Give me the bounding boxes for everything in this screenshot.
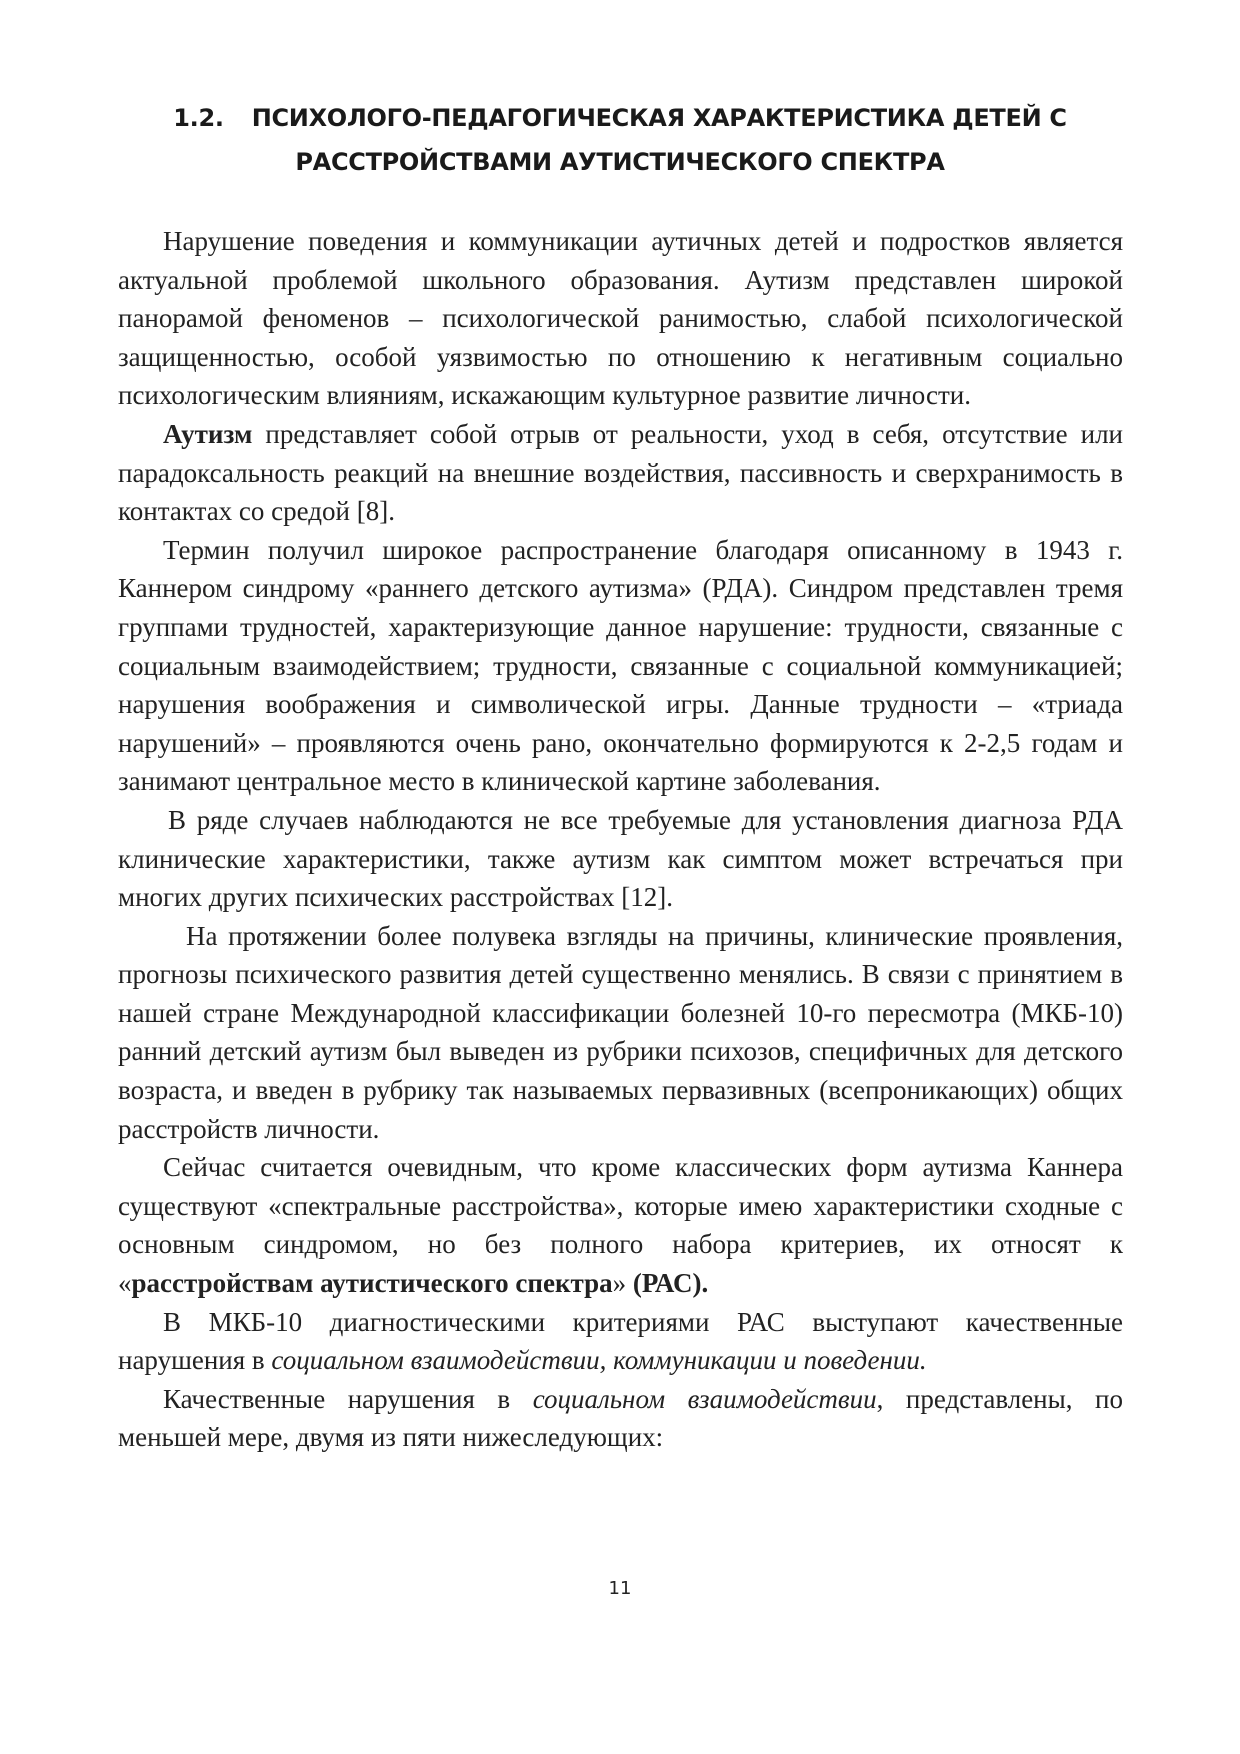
paragraph-4: В ряде случаев наблюдаются не все требуемые для установления диагноза РДА клинические характеристики, также аутизм как симптом может встречаться при многих других психических расстройствах [12].: [118, 804, 1123, 913]
heading-line-1: [120, 96, 1120, 140]
paragraph-8-text-1: Качественные нарушения в: [163, 1383, 533, 1414]
term-autism: Аутизм: [163, 418, 253, 449]
paragraph-8-text-2: , представлены, по меньшей мере, двумя из пяти нижеследующих:: [118, 1383, 1123, 1453]
paragraph-3: Термин получил широкое распространение благодаря описанному в 1943 г. Каннером синдрому «раннего детского аутизма» (РДА). Синдром представлен тремя группами трудностей, характеризующие данное нарушение: трудности, связанные с социальным взаимодействием; трудности, связанные с социальной коммуникацией; нарушения воображения и символической игры. Данные трудности – «триада нарушений» – проявляются очень рано, окончательно формируются к 2-2,5 годам и занимают центральное место в клинической картине заболевания.: [118, 534, 1123, 797]
paragraph-6-quote-close: »: [612, 1268, 633, 1299]
paragraph-2: [118, 415, 1123, 531]
paragraph-7-text: В МКБ-10 диагностическими критериями РАС выступают качественные нарушения в: [118, 1306, 1123, 1376]
heading-title-part-1: ПСИХОЛОГО-ПЕДАГОГИЧЕСКАЯ ХАРАКТЕРИСТИКА ДЕТЕЙ С: [251, 104, 1067, 132]
paragraph-1: Нарушение поведения и коммуникации аутичных детей и подростков является актуальной проблемой школьного образования. Аутизм представлен широкой панорамой феноменов – психологической ранимостью, слабой психологической защищенностью, особой уязвимостью по отношению к негативным социально психологическим влияниям, искажающим культурное развитие личности.: [118, 226, 1123, 411]
paragraph-8: [118, 1380, 1123, 1457]
paragraph-7-emphasis: социальном взаимодействии, коммуникации и поведении.: [271, 1345, 927, 1376]
paragraph-6-text: Сейчас считается очевидным, что кроме классических форм аутизма Каннера существуют «спектральные расстройства», которые имею характеристики сходные с основным синдромом, но без полного набора критериев, их относят к «: [118, 1152, 1123, 1299]
paragraph-6: [118, 1148, 1123, 1302]
body-text: [118, 222, 1123, 1457]
paragraph-2-text: представляет собой отрыв от реальности, уход в себя, отсутствие или парадоксальность реакций на внешние воздействия, пассивность и сверхранимость в контактах со средой [8].: [118, 418, 1123, 527]
paragraph-5: На протяжении более полувека взгляды на причины, клинические проявления, прогнозы психического развития детей существенно менялись. В связи с принятием в нашей стране Международной классификации болезней 10-го пересмотра (МКБ-10) ранний детский аутизм был выведен из рубрики психозов, специфичных для детского возраста, и введен в рубрику так называемых первазивных (всепроникающих) общих расстройств личности.: [118, 920, 1123, 1144]
page-number: 11: [608, 1578, 632, 1599]
term-ras-abbrev: (РАС).: [632, 1268, 709, 1299]
section-number: 1.2.: [173, 104, 224, 132]
paragraph-7: [118, 1303, 1123, 1380]
paragraph-8-emphasis: социальном взаимодействии: [532, 1383, 877, 1414]
heading-title-part-2: РАССТРОЙСТВАМИ АУТИСТИЧЕСКОГО СПЕКТРА: [295, 148, 945, 176]
term-ras: расстройствам аутистического спектра: [131, 1268, 613, 1299]
section-heading: [120, 96, 1120, 184]
